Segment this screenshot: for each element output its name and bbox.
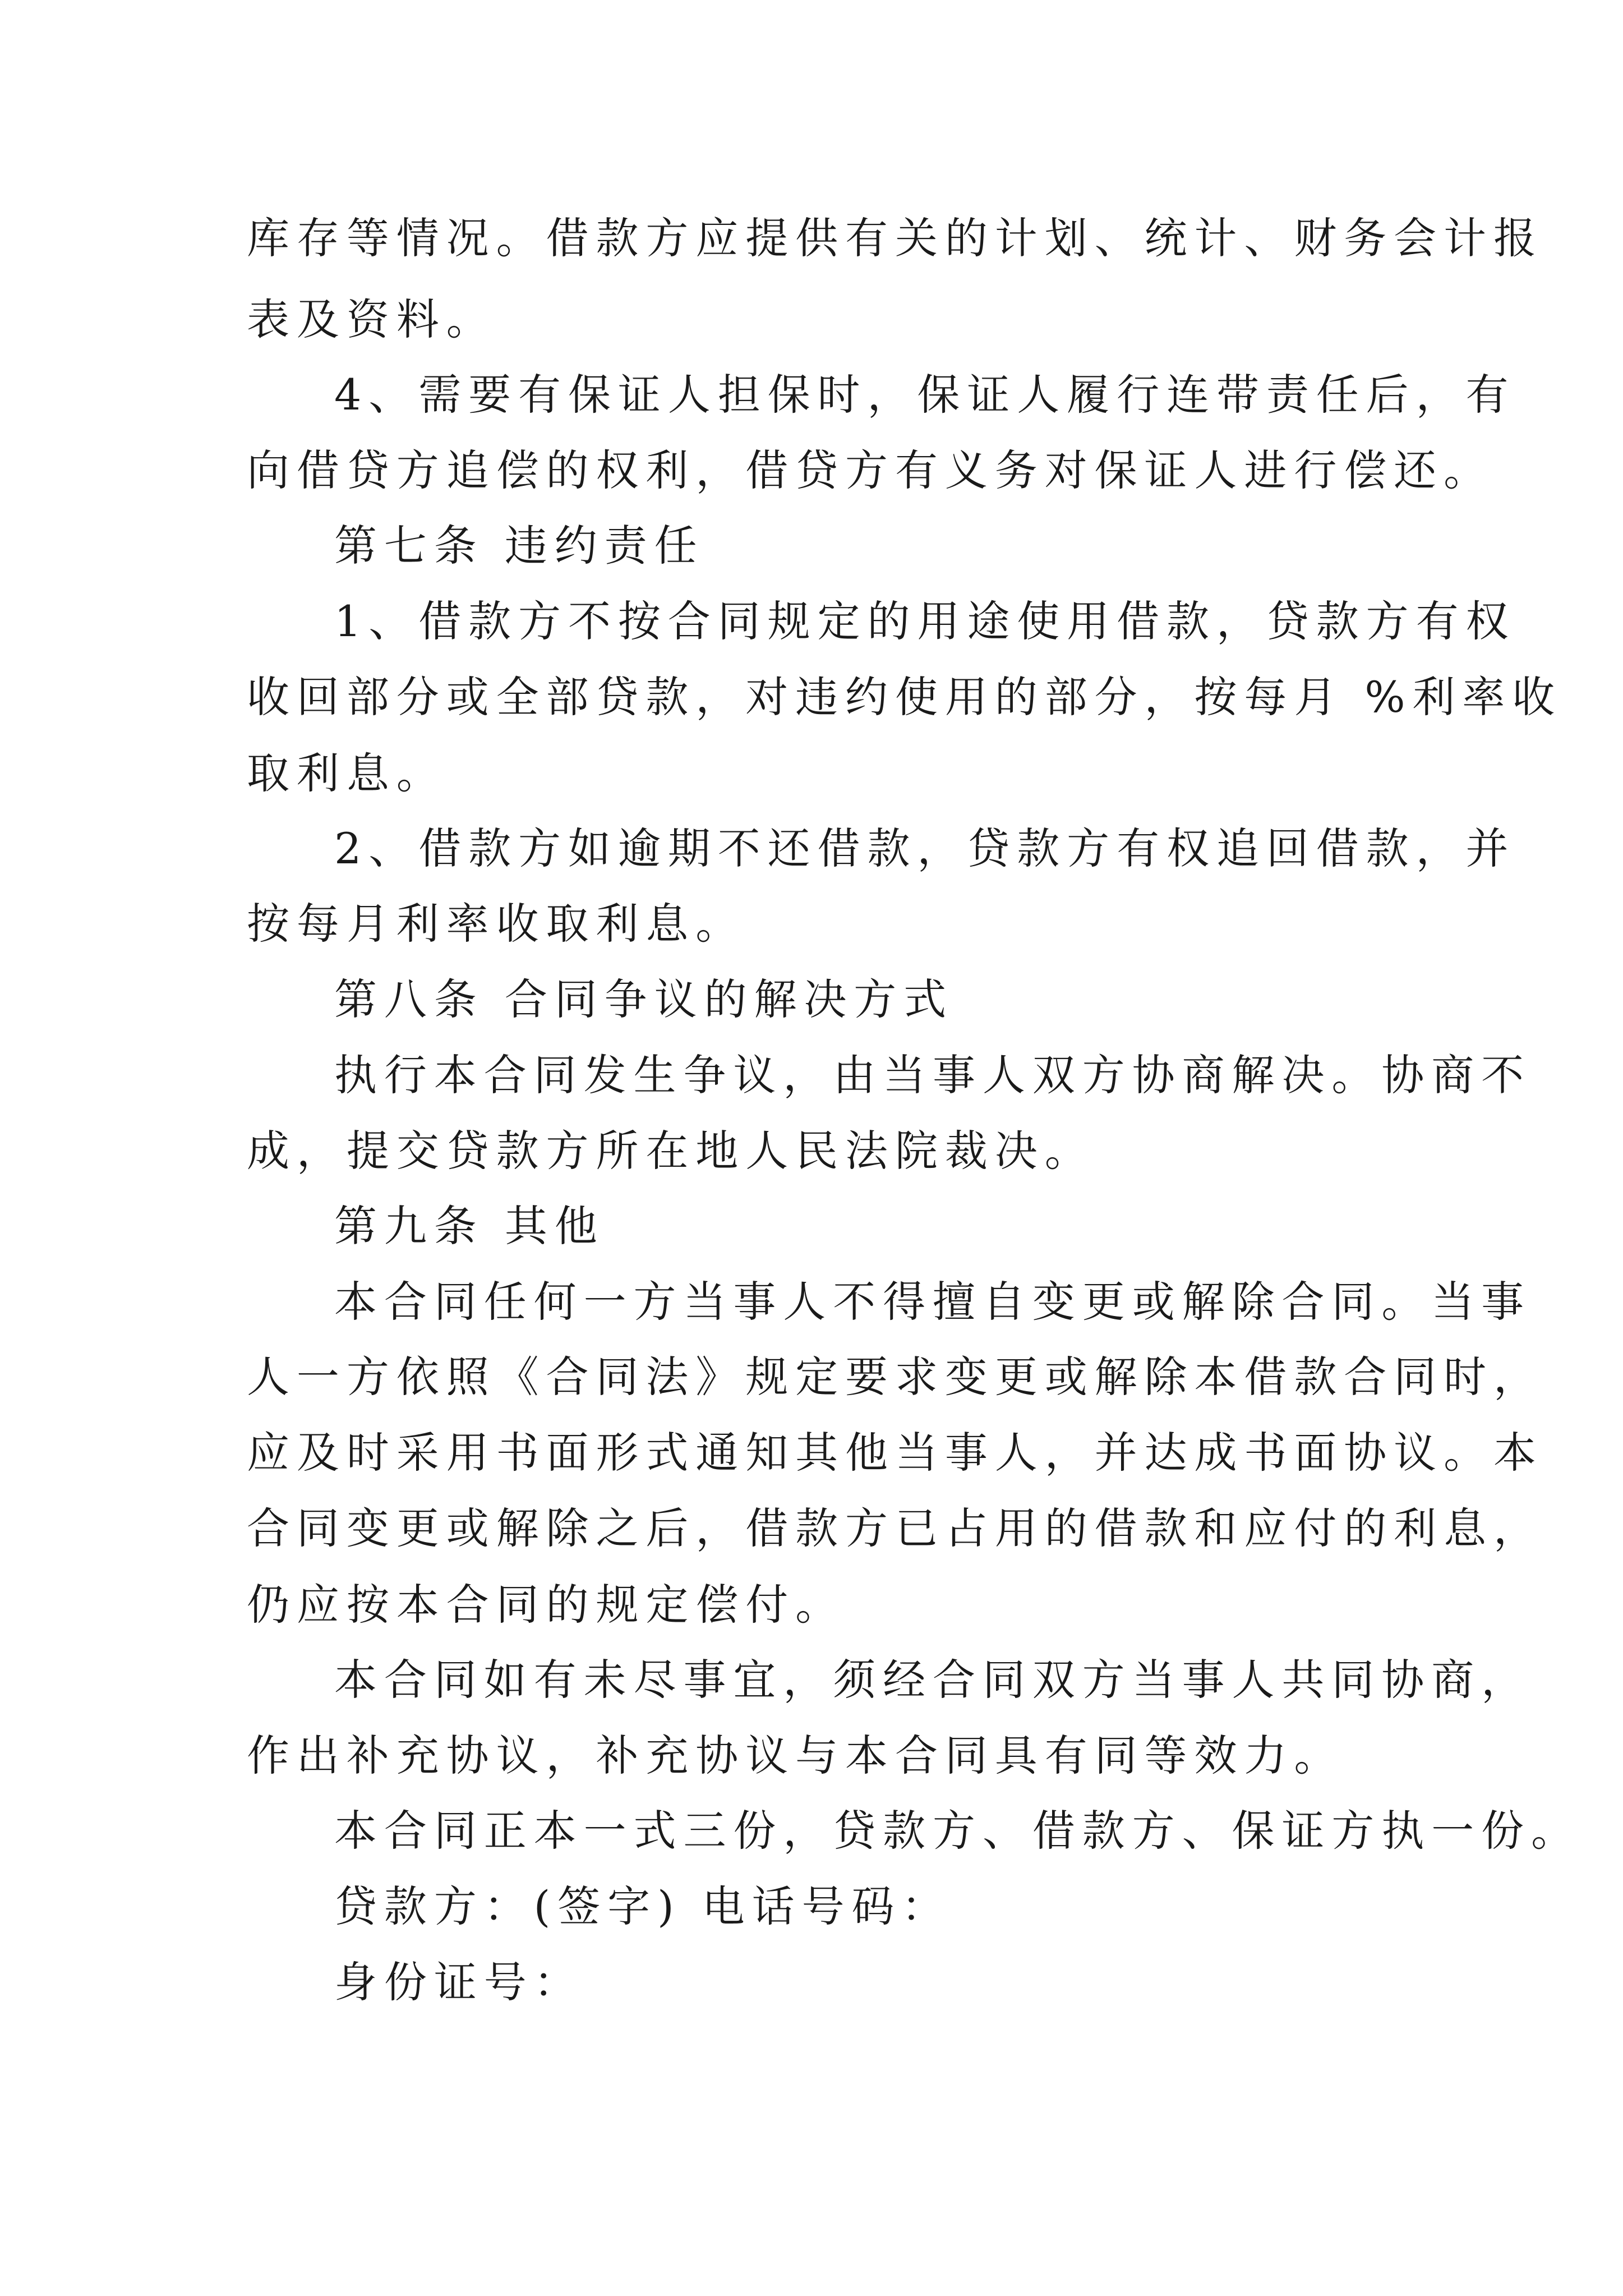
text-line: 4、需要有保证人担保时，保证人履行连带责任后，有 — [334, 370, 1516, 420]
text-line: 人一方依照《合同法》规定要求变更或解除本借款合同时， — [247, 1352, 1543, 1402]
text-line: 合同变更或解除之后，借款方已占用的借款和应付的利息， — [247, 1503, 1543, 1553]
text-line: 库存等情况。借款方应提供有关的计划、统计、财务会计报 — [247, 213, 1543, 263]
text-line: 2、借款方如逾期不还借款，贷款方有权追回借款，并 — [334, 823, 1516, 873]
text-line: 收回部分或全部贷款，对违约使用的部分，按每月 %利率收 — [247, 672, 1562, 722]
section-heading: 第九条 其他 — [334, 1201, 605, 1251]
id-number-line: 身份证号： — [334, 1957, 584, 2007]
text-line: 作出补充协议，补充协议与本合同具有同等效力。 — [247, 1731, 1344, 1780]
text-line: 按每月利率收取利息。 — [247, 899, 746, 949]
section-heading: 第八条 合同争议的解决方式 — [334, 974, 954, 1024]
text-line: 成，提交贷款方所在地人民法院裁决。 — [247, 1126, 1095, 1176]
section-heading: 第七条 违约责任 — [334, 521, 704, 570]
text-line: 本合同如有未尽事宜，须经合同双方当事人共同协商， — [334, 1655, 1532, 1705]
text-line: 向借贷方追偿的权利，借贷方有义务对保证人进行偿还。 — [247, 445, 1493, 495]
text-line: 仍应按本合同的规定偿付。 — [247, 1580, 846, 1630]
text-line: 本合同正本一式三份，贷款方、借款方、保证方执一份。 — [334, 1806, 1581, 1856]
text-line: 表及资料。 — [247, 295, 496, 344]
signature-line: 贷款方：(签字) 电话号码： — [334, 1881, 952, 1931]
text-line: 本合同任何一方当事人不得擅自变更或解除合同。当事 — [334, 1277, 1532, 1327]
text-line: 1、借款方不按合同规定的用途使用借款，贷款方有权 — [334, 596, 1516, 646]
text-line: 执行本合同发生争议，由当事人双方协商解决。协商不 — [334, 1050, 1532, 1100]
text-line: 应及时采用书面形式通知其他当事人，并达成书面协议。本 — [247, 1428, 1543, 1478]
text-line: 取利息。 — [247, 748, 446, 798]
